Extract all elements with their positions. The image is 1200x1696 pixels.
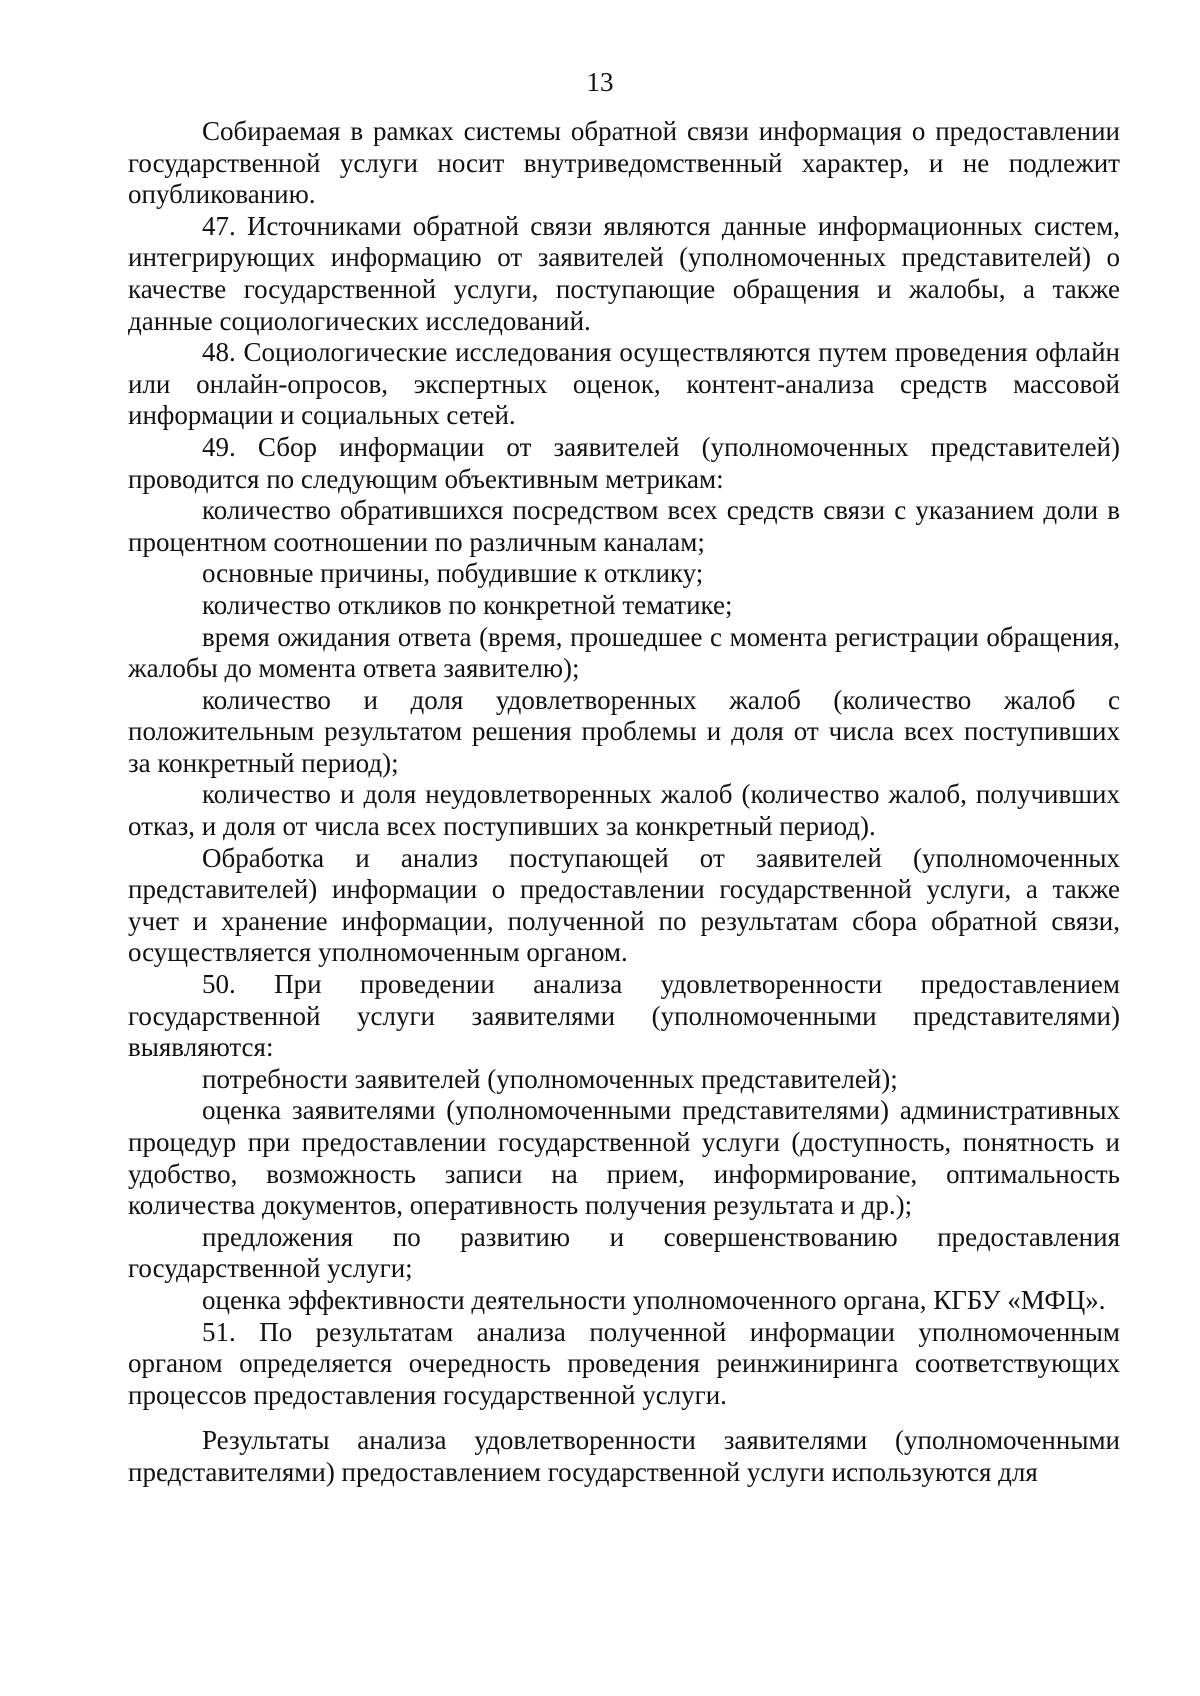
paragraph-49: 49. Сбор информации от заявителей (уполномоченных представителей) проводится по следующим объективным метрикам: bbox=[128, 431, 1120, 494]
document-body bbox=[128, 116, 1120, 1489]
paragraph-processing: Обработка и анализ поступающей от заявителей (уполномоченных представителей) информации о предоставлении государственной услуги, а также учет и хранение информации, полученной по результатам сбора обратной связи, осуществляется уполномоченным органом. bbox=[128, 842, 1120, 968]
paragraph-51: 51. По результатам анализа полученной информации уполномоченным органом определяется очередность проведения реинжиниринга соответствующих процессов предоставления государственной услуги. bbox=[128, 1316, 1120, 1410]
metric-item: количество обратившихся посредством всех средств связи с указанием доли в процентном соотношении по различным каналам; bbox=[128, 495, 1120, 557]
page-number: 13 bbox=[586, 67, 614, 97]
analysis-item: оценка заявителями (уполномоченными представителями) административных процедур при предоставлении государственной услуги (доступность, понятность и удобство, возможность записи на прием, информирование, оптимальность количества документов, оперативность получения результата и др.); bbox=[128, 1095, 1120, 1221]
analysis-item: предложения по развитию и совершенствованию предоставления государственной услуги; bbox=[128, 1221, 1120, 1284]
metric-item: количество и доля удовлетворенных жалоб (количество жалоб с положительным результатом решения проблемы и доля от числа всех поступивших за конкретный период); bbox=[128, 684, 1120, 778]
metric-item: основные причины, побудившие к отклику; bbox=[202, 558, 704, 589]
paragraph-48: 48. Социологические исследования осуществляются путем проведения офлайн или онлайн-опросов, экспертных оценок, контент-анализа средств массовой информации и социальных сетей. bbox=[128, 337, 1120, 431]
analysis-item: потребности заявителей (уполномоченных представителей); bbox=[202, 1063, 898, 1094]
metric-item: количество и доля неудовлетворенных жалоб (количество жалоб, получивших отказ, и доля от числа всех поступивших за конкретный период). bbox=[128, 779, 1120, 842]
paragraph-feedback-info: Собираемая в рамках системы обратной связи информация о предоставлении государственной услуги носит внутриведомственный характер, и не подлежит опубликованию. bbox=[128, 116, 1120, 210]
paragraph-results: Результаты анализа удовлетворенности заявителями (уполномоченными представителями) предоставлением государственной услуги используются для bbox=[128, 1425, 1120, 1487]
analysis-item: оценка эффективности деятельности уполномоченного органа, КГБУ «МФЦ». bbox=[202, 1284, 1106, 1315]
metric-item: количество откликов по конкретной тематике; bbox=[202, 589, 733, 620]
paragraph-50: 50. При проведении анализа удовлетворенности предоставлением государственной услуги заявителями (уполномоченными представителями) выявляются: bbox=[128, 969, 1120, 1063]
paragraph-47: 47. Источниками обратной связи являются данные информационных систем, интегрирующих информацию от заявителей (уполномоченных представителей) о качестве государственной услуги, поступающие обращения и жалобы, а также данные социологических исследований. bbox=[128, 210, 1120, 336]
metric-item: время ожидания ответа (время, прошедшее с момента регистрации обращения, жалобы до момента ответа заявителю); bbox=[128, 621, 1120, 684]
